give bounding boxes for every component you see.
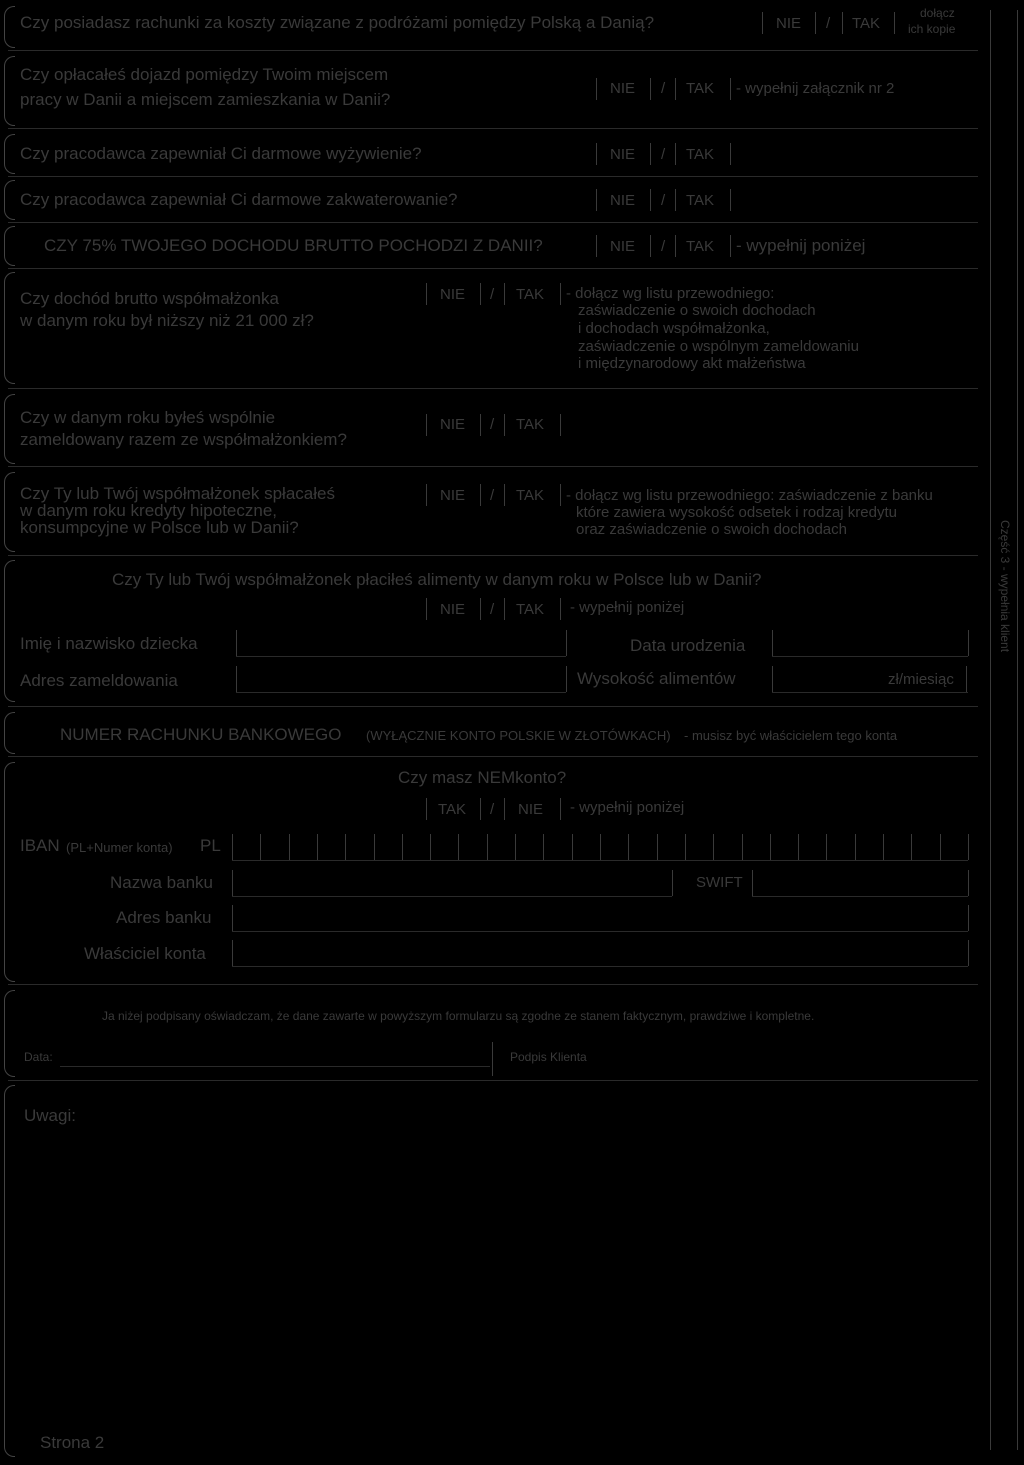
section-brace bbox=[4, 990, 15, 1077]
q5-text: CZY 75% TWOJEGO DOCHODU BRUTTO POCHODZI Z DANII? bbox=[44, 236, 543, 255]
q8-yes-option[interactable]: TAK bbox=[516, 487, 545, 504]
q6-note5: i międzynarodowy akt małżeństwa bbox=[578, 355, 806, 372]
field-end bbox=[968, 940, 969, 966]
divider bbox=[504, 598, 505, 620]
iban-cell-divider bbox=[826, 834, 827, 860]
iban-cell-divider bbox=[260, 834, 261, 860]
divider bbox=[894, 12, 895, 34]
q1-note-line1: dołącz bbox=[920, 6, 955, 20]
q6-sep: / bbox=[490, 286, 495, 303]
q3-sep: / bbox=[661, 146, 666, 163]
divider bbox=[504, 798, 505, 820]
section-brace bbox=[4, 712, 15, 754]
q4-text: Czy pracodawca zapewniał Ci darmowe zakwaterowanie? bbox=[20, 190, 458, 209]
birth-date-label: Data urodzenia bbox=[630, 636, 746, 655]
divider bbox=[480, 598, 481, 620]
iban-cell-divider bbox=[911, 834, 912, 860]
q6-line2: w danym roku był niższy niż 21 000 zł? bbox=[20, 311, 314, 330]
iban-label: IBAN bbox=[20, 836, 60, 855]
q5-note: - wypełnij poniżej bbox=[736, 236, 866, 255]
nemkonto-sep: / bbox=[490, 801, 495, 818]
bank-name-label: Nazwa banku bbox=[110, 873, 214, 892]
q6-note4: zaświadczenie o wspólnym zameldowaniu bbox=[578, 338, 859, 355]
iban-cell-divider bbox=[940, 834, 941, 860]
divider bbox=[730, 189, 731, 211]
side-label-text: Część 3 - wypełnia klient bbox=[998, 520, 1012, 653]
q2-yes-option[interactable]: TAK bbox=[686, 80, 715, 97]
iban-cell-divider bbox=[798, 834, 799, 860]
alimony-label: Wysokość alimentów bbox=[577, 669, 736, 688]
field-start bbox=[232, 905, 233, 931]
separator bbox=[8, 1080, 978, 1081]
q7-line1: Czy w danym roku byłeś wspólnie bbox=[20, 408, 276, 427]
field-end bbox=[566, 666, 567, 692]
q5-yes-option[interactable]: TAK bbox=[686, 238, 715, 255]
section-brace bbox=[4, 272, 15, 384]
field-end bbox=[968, 870, 969, 896]
q8-note2: które zawiera wysokość odsetek i rodzaj kredytu bbox=[576, 504, 897, 521]
bank-subtitle: (WYŁĄCZNIE KONTO POLSKIE W ZŁOTÓWKACH) bbox=[366, 728, 671, 743]
q3-no-option[interactable]: NIE bbox=[610, 146, 636, 163]
iban-cell-divider bbox=[345, 834, 346, 860]
q7-yes-option[interactable]: TAK bbox=[516, 416, 545, 433]
separator bbox=[8, 176, 978, 177]
section-brace bbox=[4, 134, 15, 174]
field-start bbox=[772, 630, 773, 656]
field-end bbox=[966, 666, 967, 692]
q8-line2: w danym roku kredyty hipoteczne, bbox=[20, 501, 278, 520]
q6-no-option[interactable]: NIE bbox=[440, 286, 466, 303]
iban-cell-divider bbox=[289, 834, 290, 860]
divider bbox=[650, 235, 651, 257]
q8-note3: oraz zaświadczenie o swoich dochodach bbox=[576, 521, 847, 538]
divider bbox=[492, 1042, 493, 1076]
declaration-text: Ja niżej podpisany oświadczam, że dane zawarte w powyższym formularzu są zgodne ze stanem faktycznym, prawdziwe i kompletne. bbox=[102, 1009, 815, 1023]
q5-no-option[interactable]: NIE bbox=[610, 238, 636, 255]
iban-cell-divider bbox=[883, 834, 884, 860]
divider bbox=[730, 235, 731, 257]
section-brace bbox=[4, 560, 15, 702]
side-label bbox=[990, 520, 1016, 653]
iban-cell-divider bbox=[855, 834, 856, 860]
field-start bbox=[236, 666, 237, 692]
iban-field[interactable] bbox=[232, 860, 968, 861]
divider bbox=[560, 283, 561, 305]
divider bbox=[815, 12, 816, 34]
section-brace bbox=[4, 394, 15, 464]
remarks-field[interactable] bbox=[24, 1130, 974, 1410]
signature-label: Podpis Klienta bbox=[510, 1050, 587, 1064]
q1-yes-option[interactable]: TAK bbox=[852, 15, 881, 32]
iban-cell-divider bbox=[543, 834, 544, 860]
q4-yes-option[interactable]: TAK bbox=[686, 192, 715, 209]
bank-address-label: Adres banku bbox=[116, 908, 212, 927]
nemkonto-question: Czy masz NEMkonto? bbox=[398, 768, 567, 787]
q2-line2: pracy w Danii a miejscem zamieszkania w Danii? bbox=[20, 90, 391, 109]
divider bbox=[650, 189, 651, 211]
q8-no-option[interactable]: NIE bbox=[440, 487, 466, 504]
separator bbox=[8, 222, 978, 223]
child-name-field[interactable] bbox=[236, 656, 566, 657]
date-label: Data: bbox=[24, 1050, 53, 1064]
bank-note: - musisz być właścicielem tego konta bbox=[684, 728, 898, 743]
iban-cell-divider bbox=[458, 834, 459, 860]
divider bbox=[560, 484, 561, 506]
owner-label: Właściciel konta bbox=[84, 944, 206, 963]
section-brace bbox=[4, 1085, 15, 1457]
divider bbox=[596, 143, 597, 165]
q9-no-option[interactable]: NIE bbox=[440, 601, 466, 618]
nemkonto-no-option[interactable]: NIE bbox=[518, 801, 544, 818]
divider bbox=[480, 414, 481, 436]
owner-field[interactable] bbox=[232, 966, 968, 967]
field-end bbox=[968, 630, 969, 656]
q8-line1: Czy Ty lub Twój współmałżonek spłacałeś bbox=[20, 484, 335, 503]
divider bbox=[560, 598, 561, 620]
q4-sep: / bbox=[661, 192, 666, 209]
field-start bbox=[772, 666, 773, 692]
divider bbox=[504, 283, 505, 305]
field-start bbox=[232, 870, 233, 896]
q2-sep: / bbox=[661, 80, 666, 97]
separator bbox=[8, 466, 978, 467]
q1-no-option[interactable]: NIE bbox=[776, 15, 802, 32]
per-month-label: zł/miesiąc bbox=[888, 671, 954, 688]
divider bbox=[560, 798, 561, 820]
iban-cell-divider bbox=[770, 834, 771, 860]
q7-no-option[interactable]: NIE bbox=[440, 416, 466, 433]
separator bbox=[8, 555, 978, 556]
field-end bbox=[672, 870, 673, 896]
iban-hint: (PL+Numer konta) bbox=[66, 840, 173, 855]
field-start bbox=[236, 630, 237, 656]
divider bbox=[426, 283, 427, 305]
iban-cell-divider bbox=[430, 834, 431, 860]
q6-note3: i dochodach współmałżonka, bbox=[578, 320, 770, 337]
section-brace bbox=[4, 56, 15, 126]
q7-line2: zameldowany razem ze współmałżonkiem? bbox=[20, 430, 347, 449]
iban-cell-divider bbox=[968, 834, 969, 860]
iban-cell-divider bbox=[374, 834, 375, 860]
divider bbox=[650, 78, 651, 100]
section-brace bbox=[4, 226, 15, 266]
iban-cell-divider bbox=[572, 834, 573, 860]
q5-sep: / bbox=[661, 238, 666, 255]
divider bbox=[426, 484, 427, 506]
divider bbox=[504, 414, 505, 436]
divider bbox=[675, 143, 676, 165]
q6-note2: zaświadczenie o swoich dochodach bbox=[578, 302, 816, 319]
field-start bbox=[752, 870, 753, 896]
divider bbox=[762, 12, 763, 34]
q9-yes-option[interactable]: TAK bbox=[516, 601, 545, 618]
q8-note1: - dołącz wg listu przewodniego: zaświadczenie z banku bbox=[566, 487, 933, 504]
q1-sep: / bbox=[826, 15, 831, 32]
section-brace bbox=[4, 762, 15, 982]
birth-date-field[interactable] bbox=[772, 656, 968, 657]
divider bbox=[560, 414, 561, 436]
divider bbox=[675, 235, 676, 257]
q8-line3: konsumpcyjne w Polsce lub w Danii? bbox=[20, 518, 299, 537]
nemkonto-yes-option[interactable]: TAK bbox=[438, 801, 467, 818]
separator bbox=[8, 268, 978, 269]
divider bbox=[480, 484, 481, 506]
section-brace bbox=[4, 6, 15, 48]
section-brace bbox=[4, 472, 15, 552]
bank-address-field[interactable] bbox=[232, 931, 968, 932]
iban-cell-divider bbox=[685, 834, 686, 860]
iban-cell-divider bbox=[657, 834, 658, 860]
q3-text: Czy pracodawca zapewniał Ci darmowe wyżywienie? bbox=[20, 144, 422, 163]
divider bbox=[675, 189, 676, 211]
separator bbox=[8, 756, 978, 757]
divider bbox=[596, 189, 597, 211]
q6-yes-option[interactable]: TAK bbox=[516, 286, 545, 303]
iban-cell-divider bbox=[515, 834, 516, 860]
divider bbox=[730, 78, 731, 100]
q4-no-option[interactable]: NIE bbox=[610, 192, 636, 209]
iban-cell-divider bbox=[402, 834, 403, 860]
separator bbox=[8, 128, 978, 129]
swift-field[interactable] bbox=[752, 896, 968, 897]
divider bbox=[675, 78, 676, 100]
q6-line1: Czy dochód brutto współmałżonka bbox=[20, 289, 279, 308]
separator bbox=[8, 388, 978, 389]
divider bbox=[480, 283, 481, 305]
separator bbox=[8, 706, 978, 707]
remarks-label: Uwagi: bbox=[24, 1106, 76, 1125]
bank-title: NUMER RACHUNKU BANKOWEGO bbox=[60, 725, 342, 744]
divider bbox=[650, 143, 651, 165]
alimony-field[interactable] bbox=[772, 692, 968, 693]
bank-name-field[interactable] bbox=[232, 896, 672, 897]
q9-sep: / bbox=[490, 601, 495, 618]
divider bbox=[426, 414, 427, 436]
iban-cell-divider bbox=[317, 834, 318, 860]
nemkonto-note: - wypełnij poniżej bbox=[570, 799, 685, 816]
q2-no-option[interactable]: NIE bbox=[610, 80, 636, 97]
address-field[interactable] bbox=[236, 692, 566, 693]
iban-cell-divider bbox=[600, 834, 601, 860]
divider bbox=[504, 484, 505, 506]
field-end bbox=[566, 630, 567, 656]
divider bbox=[596, 235, 597, 257]
q2-line1: Czy opłacałeś dojazd pomiędzy Twoim miejscem bbox=[20, 65, 389, 84]
address-label: Adres zameldowania bbox=[20, 671, 178, 690]
divider bbox=[480, 798, 481, 820]
divider bbox=[730, 143, 731, 165]
divider bbox=[426, 798, 427, 820]
divider bbox=[842, 12, 843, 34]
q3-yes-option[interactable]: TAK bbox=[686, 146, 715, 163]
q9-note: - wypełnij poniżej bbox=[570, 599, 685, 616]
divider bbox=[426, 598, 427, 620]
iban-cell-divider bbox=[713, 834, 714, 860]
q1-text: Czy posiadasz rachunki za koszty związane z podróżami pomiędzy Polską a Danią? bbox=[20, 13, 655, 32]
q6-note1: - dołącz wg listu przewodniego: bbox=[566, 285, 775, 302]
child-name-label: Imię i nazwisko dziecka bbox=[20, 634, 198, 653]
swift-label: SWIFT bbox=[696, 874, 743, 891]
separator bbox=[8, 984, 978, 985]
section-brace bbox=[4, 180, 15, 220]
page-number: Strona 2 bbox=[40, 1433, 105, 1452]
divider bbox=[596, 78, 597, 100]
side-strip bbox=[990, 10, 1018, 1450]
q2-note: - wypełnij załącznik nr 2 bbox=[736, 80, 895, 97]
separator bbox=[8, 50, 978, 51]
iban-prefix: PL bbox=[200, 836, 221, 855]
iban-cell-divider bbox=[742, 834, 743, 860]
date-field[interactable] bbox=[60, 1066, 490, 1067]
q7-sep: / bbox=[490, 416, 495, 433]
q1-note-line2: ich kopie bbox=[908, 22, 956, 36]
iban-cell-divider bbox=[232, 834, 233, 860]
iban-cell-divider bbox=[487, 834, 488, 860]
q8-sep: / bbox=[490, 487, 495, 504]
field-end bbox=[968, 905, 969, 931]
iban-cell-divider bbox=[628, 834, 629, 860]
field-start bbox=[232, 940, 233, 966]
q9-text: Czy Ty lub Twój współmałżonek płaciłeś alimenty w danym roku w Polsce lub w Danii? bbox=[112, 570, 762, 589]
